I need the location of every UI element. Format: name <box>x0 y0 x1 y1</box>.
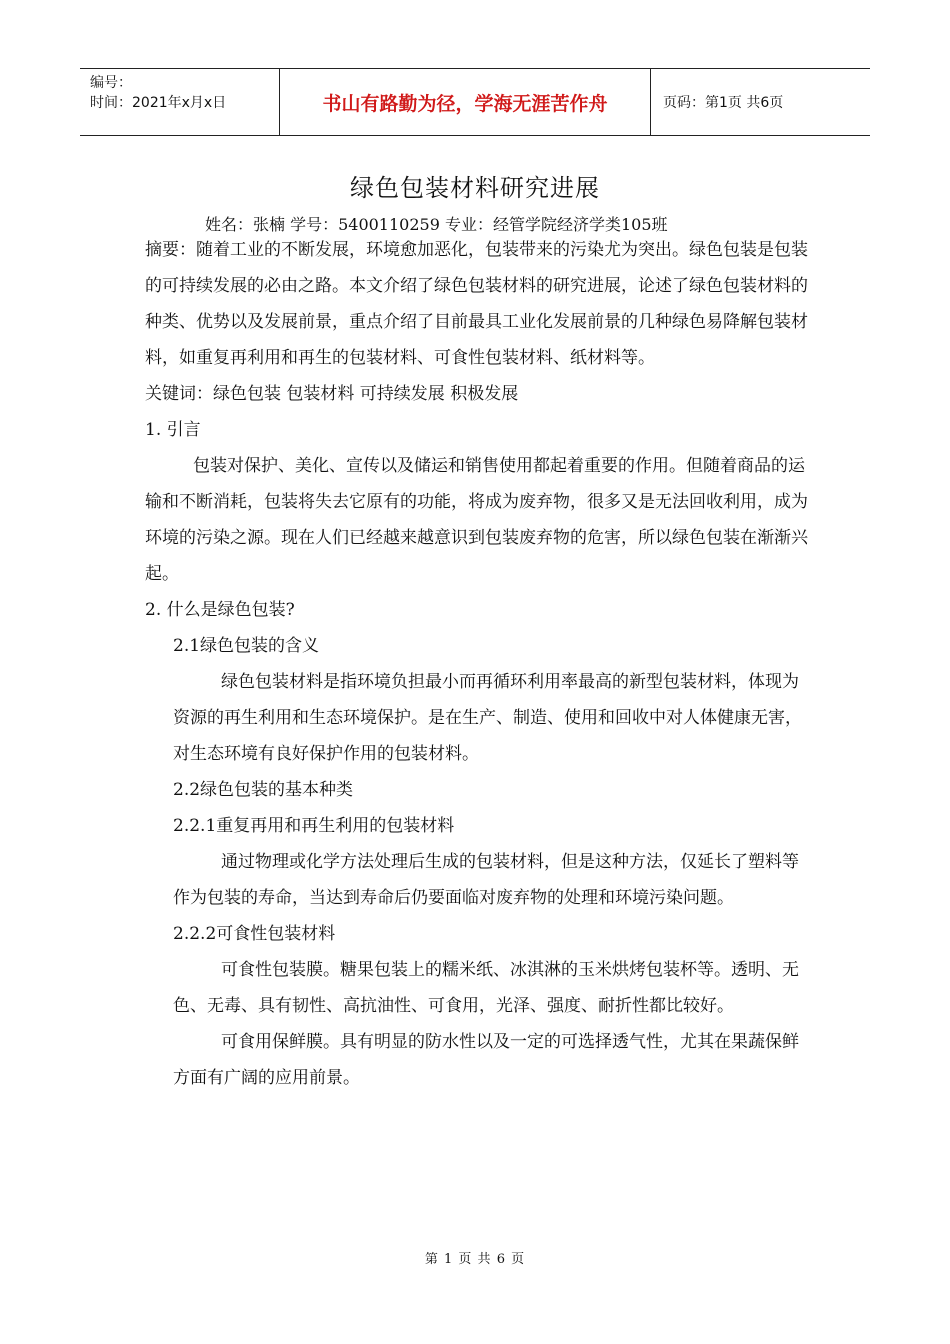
header-meta <box>80 69 280 135</box>
section-2-1-body: 绿色包装材料是指环境负担最小而再循环利用率最高的新型包装材料，体现为资源的再生利用和生态环境保护。是在生产、制造、使用和回收中对人体健康无害，对生态环境有良好保护作用的包装材料。 <box>173 672 802 764</box>
section-2-2-1-body: 通过物理或化学方法处理后生成的包装材料，但是这种方法，仅延长了塑料等作为包装的寿命，当达到寿命后仍要面临对废弃物的处理和环境污染问题。 <box>173 852 799 908</box>
section-2-2-heading: 2.2绿色包装的基本种类 <box>173 780 354 800</box>
section-2-2-2-body-1: 可食性包装膜。糖果包装上的糯米纸、冰淇淋的玉米烘烤包装杯等。透明、无色、无毒、具有韧性、高抗油性、可食用，光泽、强度、耐折性都比较好。 <box>173 960 799 1016</box>
number-label: 编号： <box>90 75 132 91</box>
section-2-2-1-heading: 2.2.1重复再用和再生利用的包装材料 <box>173 816 455 836</box>
header-page-info: 页码：第1页 共6页 <box>663 95 784 111</box>
section-2-1-heading: 2.1绿色包装的含义 <box>173 636 320 656</box>
section-1-heading: 1. 引言 <box>145 420 201 440</box>
section-2-2-2-heading: 2.2.2可食性包装材料 <box>173 924 336 944</box>
section-2-2-2-body-2: 可食用保鲜膜。具有明显的防水性以及一定的可选择透气性，尤其在果蔬保鲜方面有广阔的应用前景。 <box>173 1032 799 1088</box>
document-title: 绿色包装材料研究进展 <box>350 174 600 202</box>
document-body <box>145 232 810 1096</box>
page-header <box>80 68 870 136</box>
keywords: 关键词：绿色包装 包装材料 可持续发展 积极发展 <box>145 384 519 404</box>
section-1-body: 包装对保护、美化、宣传以及储运和销售使用都起着重要的作用。但随着商品的运输和不断消耗，包装将失去它原有的功能，将成为废弃物，很多又是无法回收利用，成为环境的污染之源。现在人们已经越来越意识到包装废弃物的危害，所以绿色包装在渐渐兴起。 <box>145 456 808 584</box>
author-line: 姓名：张楠 学号：5400110259 专业：经管学院经济学类105班 <box>205 215 668 234</box>
header-motto: 书山有路勤为径，学海无涯苦作舟 <box>280 69 651 135</box>
abstract: 摘要：随着工业的不断发展，环境愈加恶化，包装带来的污染尤为突出。绿色包装是包装的可持续发展的必由之路。本文介绍了绿色包装材料的研究进展，论述了绿色包装材料的种类、优势以及发展前景，重点介绍了目前最具工业化发展前景的几种绿色易降解包装材料，如重复再利用和再生的包装材料、可食性包装材料、纸材料等。 <box>145 240 808 368</box>
date-label: 时间：2021年x月x日 <box>90 95 227 111</box>
page-footer: 第 1 页 共 6 页 <box>424 1252 526 1267</box>
section-2-heading: 2. 什么是绿色包装? <box>145 600 295 620</box>
